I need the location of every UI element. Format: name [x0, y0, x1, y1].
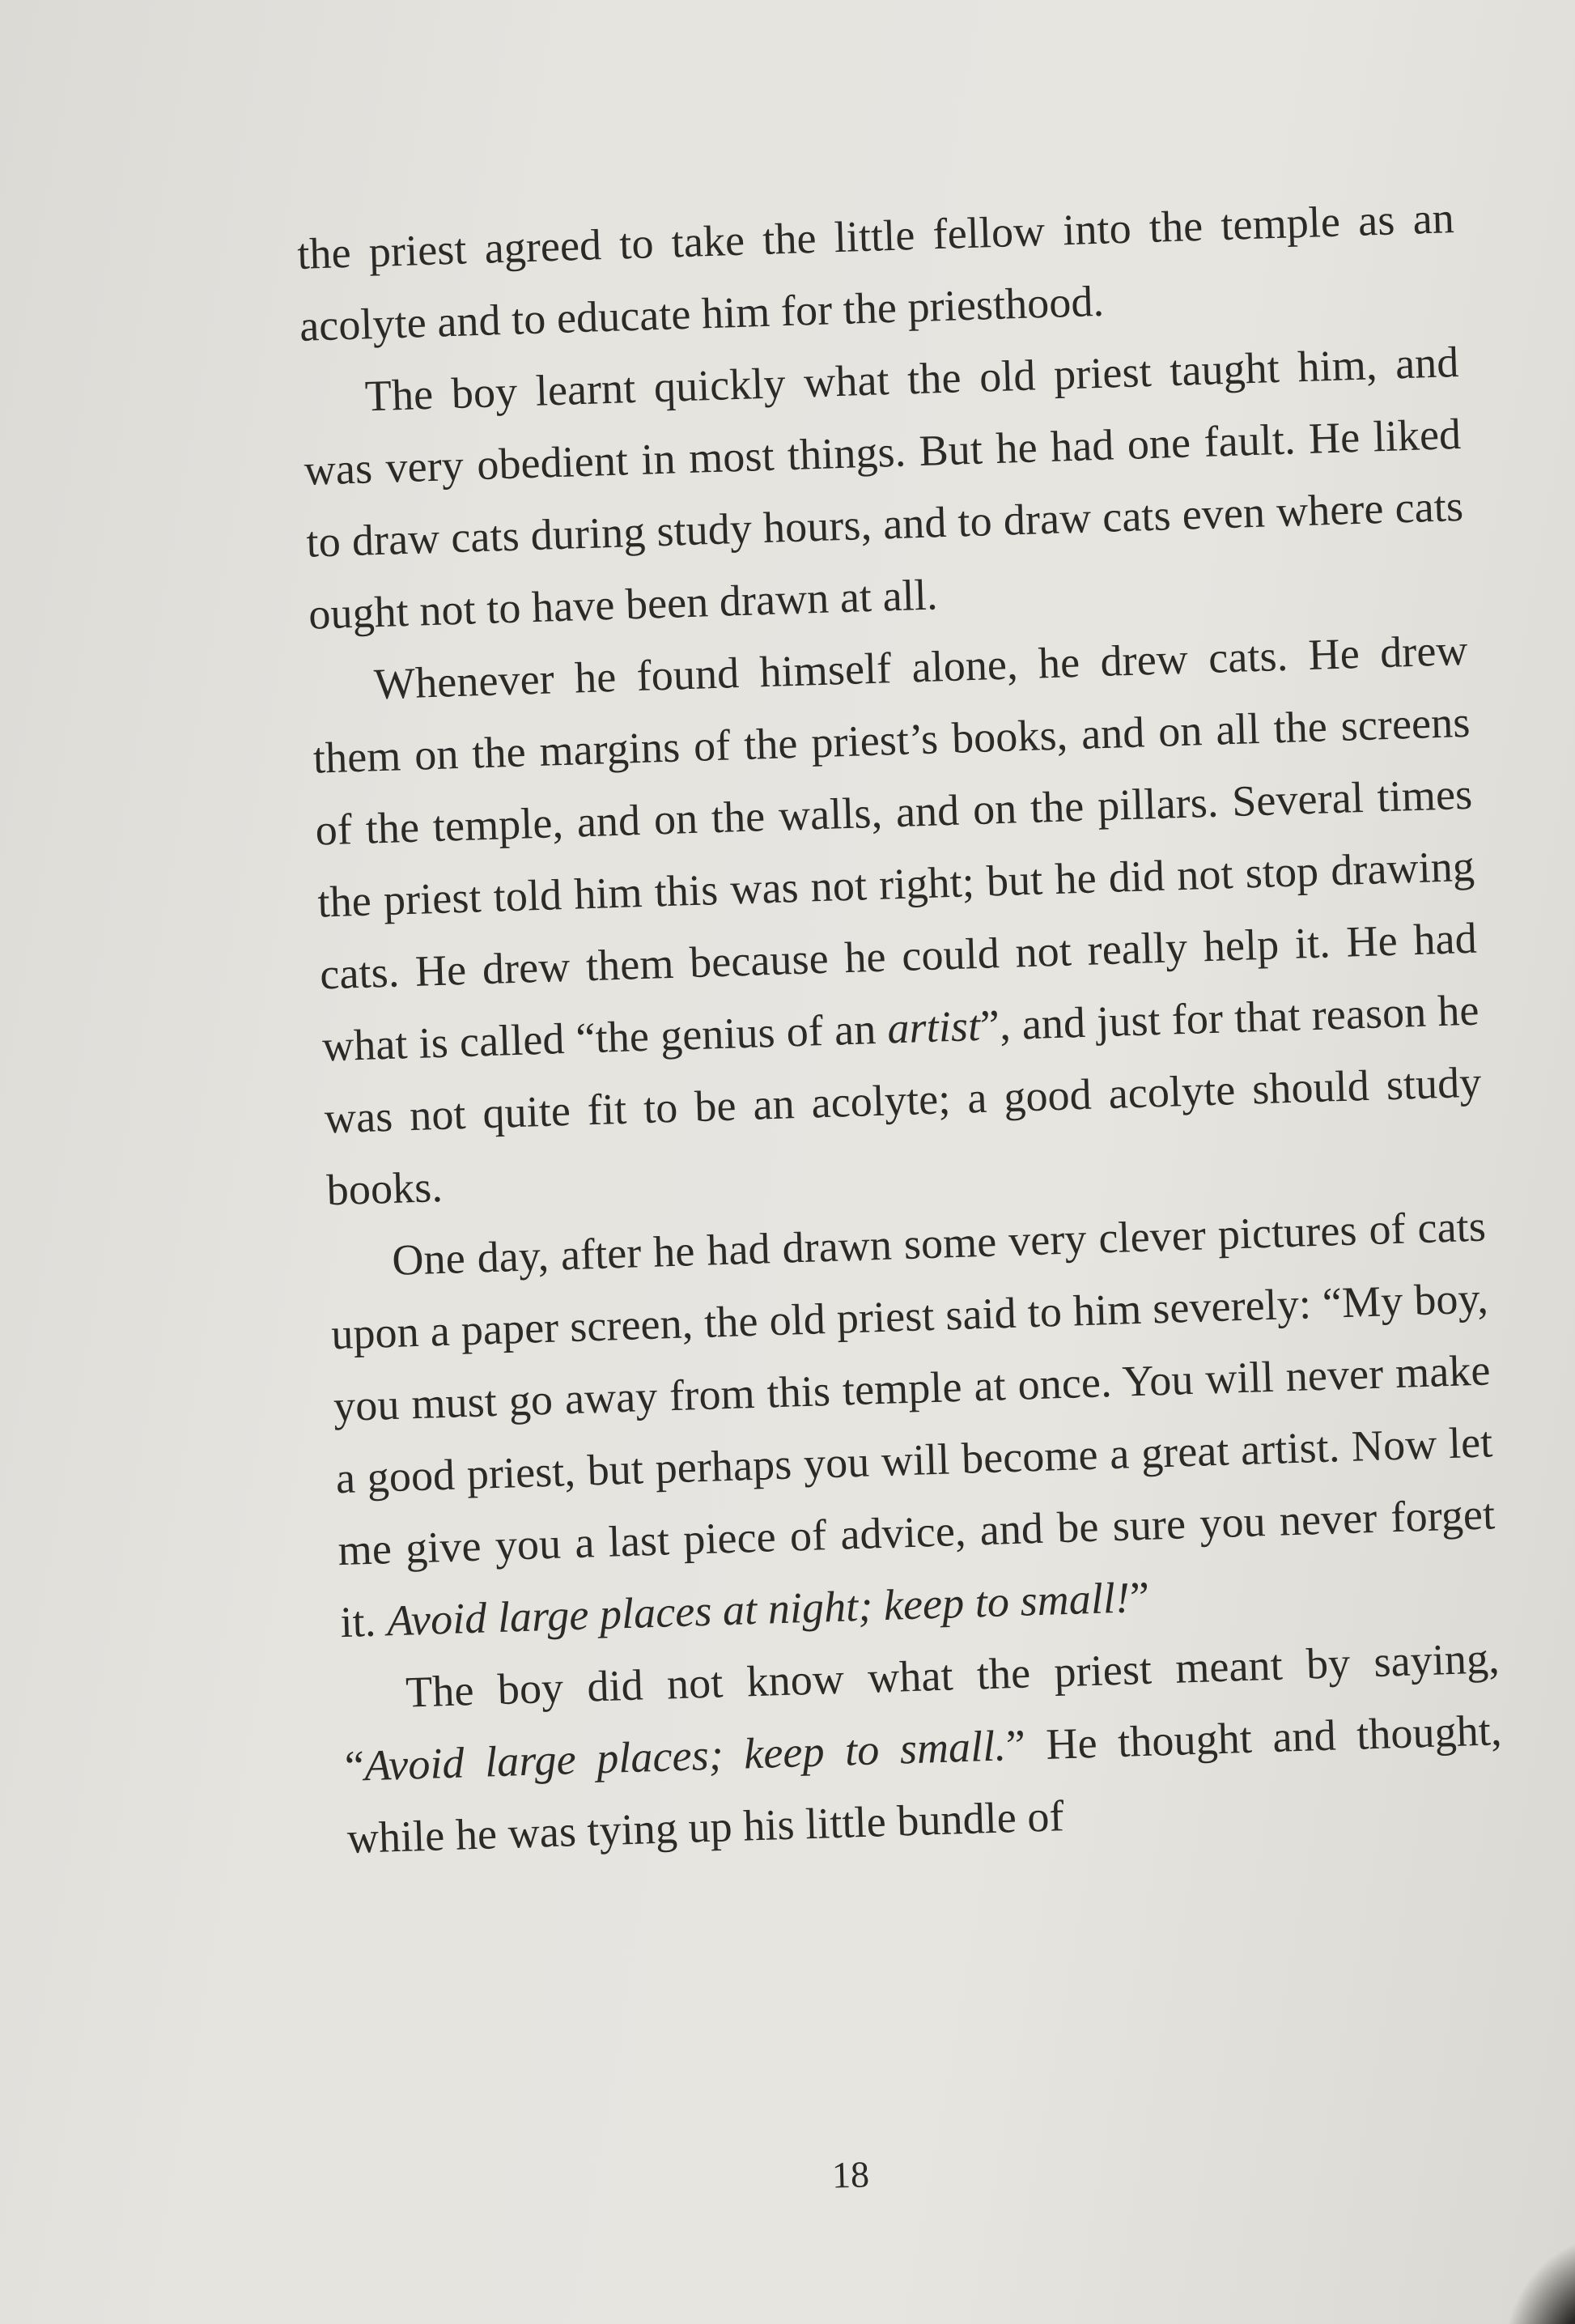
page-corner-shadow	[1486, 2236, 1575, 2324]
paragraph-4-italic-advice: Avoid large places at night; keep to small!	[385, 1573, 1131, 1646]
paragraph-3-text-a: Whenever he found himself alone, he drew cats. He drew them on the margins of the priest’s books, and on all the screens of the temple, and on the walls, and on the pillars. Several times the priest told him this was not right; but he did not stop drawing cats. He drew them because he could not really help it. He had what is called “the genius of an	[312, 625, 1478, 1071]
paragraph-3	[310, 614, 1485, 1227]
paragraph-2	[301, 326, 1467, 651]
paragraph-5	[342, 1622, 1505, 1875]
paragraph-3-text-b: ”, and just for that reason he was not quite fit to be an acolyte; a good acolyte should study books.	[323, 985, 1483, 1215]
paragraph-4-text-a: One day, after he had drawn some very clever pictures of cats upon a paper screen, the old priest said to him severely: “My boy, you must go away from this temple at once. You will never make a good priest, but perhaps you will become a great artist. Now let me give you a last piece of advice, and be sure you never forget it.	[330, 1201, 1496, 1647]
page-number: 18	[831, 2153, 870, 2196]
paragraph-2-text: The boy learnt quickly what the old priest taught him, and was very obedient in most things. But he had one fault. He liked to draw cats during study hours, and to draw cats even where cats ought not to have been drawn at all.	[303, 337, 1464, 639]
paragraph-5-text-a: The boy did not know what the priest meant by saying, “	[344, 1634, 1501, 1791]
paragraph-3-italic-artist: artist	[886, 1001, 981, 1053]
paragraph-5-italic-quote: Avoid large places; keep to small.	[363, 1721, 1007, 1791]
paragraph-1-text: the priest agreed to take the little fellow into the temple as an acolyte and to educate him for the priesthood.	[296, 193, 1455, 351]
paragraph-5-text-b: ” He thought and thought, while he was tying up his little bundle of	[346, 1706, 1503, 1863]
paragraph-4-text-b: ”	[1129, 1572, 1151, 1622]
body-text	[296, 182, 1505, 1875]
paragraph-4	[328, 1190, 1498, 1659]
